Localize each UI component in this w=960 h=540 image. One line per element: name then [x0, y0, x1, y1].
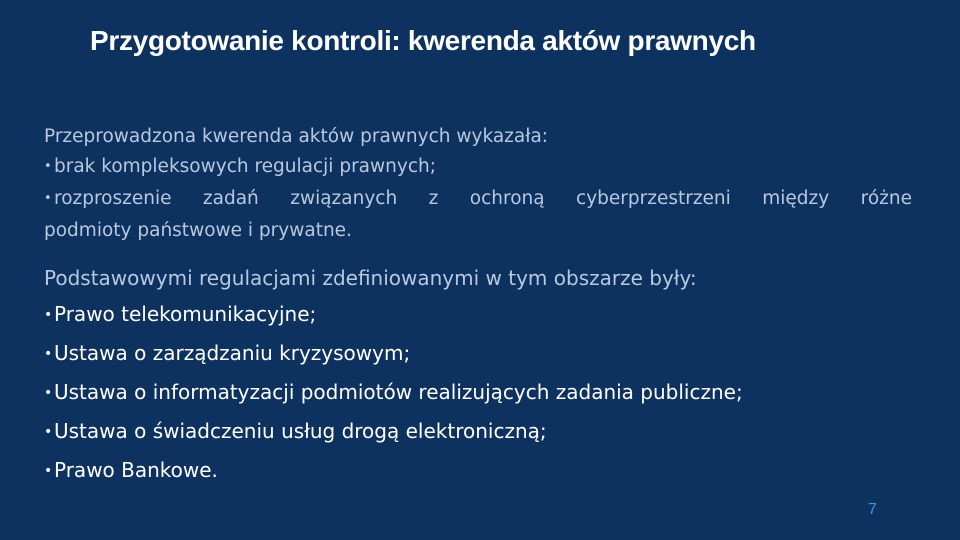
finding-item	[44, 152, 924, 184]
bullet-icon: •	[44, 346, 53, 362]
bullet-icon: •	[44, 385, 53, 401]
regulation-text: Prawo Bankowe.	[54, 458, 218, 482]
bullet-icon: •	[44, 307, 53, 323]
regulation-item	[44, 413, 924, 452]
finding-text: brak kompleksowych regulacji prawnych;	[54, 156, 436, 177]
regulations-intro: Podstawowymi regulacjami zdefiniowanymi w tym obszarze były:	[44, 266, 697, 290]
findings-section	[44, 122, 924, 246]
regulation-text: Ustawa o świadczeniu usług drogą elektroniczną;	[54, 419, 547, 443]
page-number: 7	[868, 501, 877, 518]
regulation-item	[44, 452, 924, 491]
finding-text: rozproszenie zadań związanych z ochroną cyberprzestrzeni między różne	[54, 188, 912, 209]
regulation-text: Ustawa o zarządzaniu kryzysowym;	[54, 341, 411, 365]
regulation-item	[44, 374, 924, 413]
bullet-icon: •	[44, 463, 53, 479]
bullet-icon: •	[44, 191, 52, 206]
findings-intro: Przeprowadzona kwerenda aktów prawnych wykazała:	[44, 126, 549, 147]
bullet-icon: •	[44, 159, 52, 174]
regulation-text: Prawo telekomunikacyjne;	[54, 302, 317, 326]
regulation-item	[44, 296, 924, 335]
finding-item	[44, 184, 924, 216]
slide-title: Przygotowanie kontroli: kwerenda aktów prawnych	[90, 25, 756, 56]
regulation-text: Ustawa o informatyzacji podmiotów realizujących zadania publiczne;	[54, 380, 743, 404]
regulation-item	[44, 335, 924, 374]
finding-text-continuation: podmioty państwowe i prywatne.	[44, 220, 352, 241]
bullet-icon: •	[44, 424, 53, 440]
regulations-section	[44, 260, 924, 491]
slide-content	[44, 122, 924, 491]
